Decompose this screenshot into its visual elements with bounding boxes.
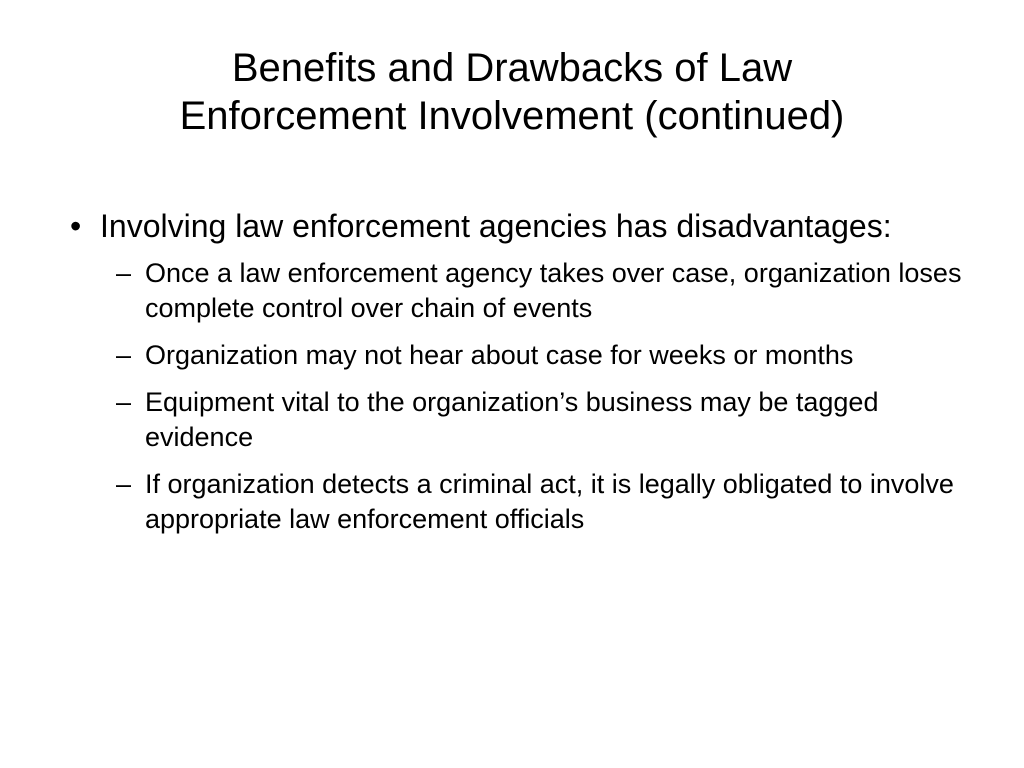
slide-title-line-2: Enforcement Involvement (continued): [179, 94, 845, 138]
slide-body: [0, 208, 1024, 549]
bullet-item: [0, 208, 1024, 244]
sub-bullet-marker: –: [116, 469, 132, 499]
sub-bullet-marker: –: [116, 387, 132, 417]
sub-bullet-item: [0, 338, 1024, 373]
sub-bullet-marker: –: [116, 258, 132, 288]
sub-bullet-item: [0, 385, 1024, 455]
sub-bullet-text: If organization detects a criminal act, it is legally obligated to involve appropriate law enforcement officials: [145, 469, 954, 534]
sub-bullet-item: [0, 467, 1024, 537]
bullet-text: Involving law enforcement agencies has disadvantages:: [100, 208, 892, 244]
sub-bullet-marker: –: [116, 340, 132, 370]
bullet-marker: •: [70, 208, 82, 244]
slide-title-line-1: Benefits and Drawbacks of Law: [231, 46, 793, 90]
sub-bullet-text: Organization may not hear about case for weeks or months: [145, 340, 854, 370]
slide-title: [60, 44, 964, 140]
sub-bullet-item: [0, 256, 1024, 326]
sub-bullet-text: Equipment vital to the organization’s business may be tagged evidence: [145, 387, 879, 452]
sub-bullet-text: Once a law enforcement agency takes over case, organization loses complete control over chain of events: [145, 258, 962, 323]
sub-bullet-list: [0, 256, 1024, 537]
